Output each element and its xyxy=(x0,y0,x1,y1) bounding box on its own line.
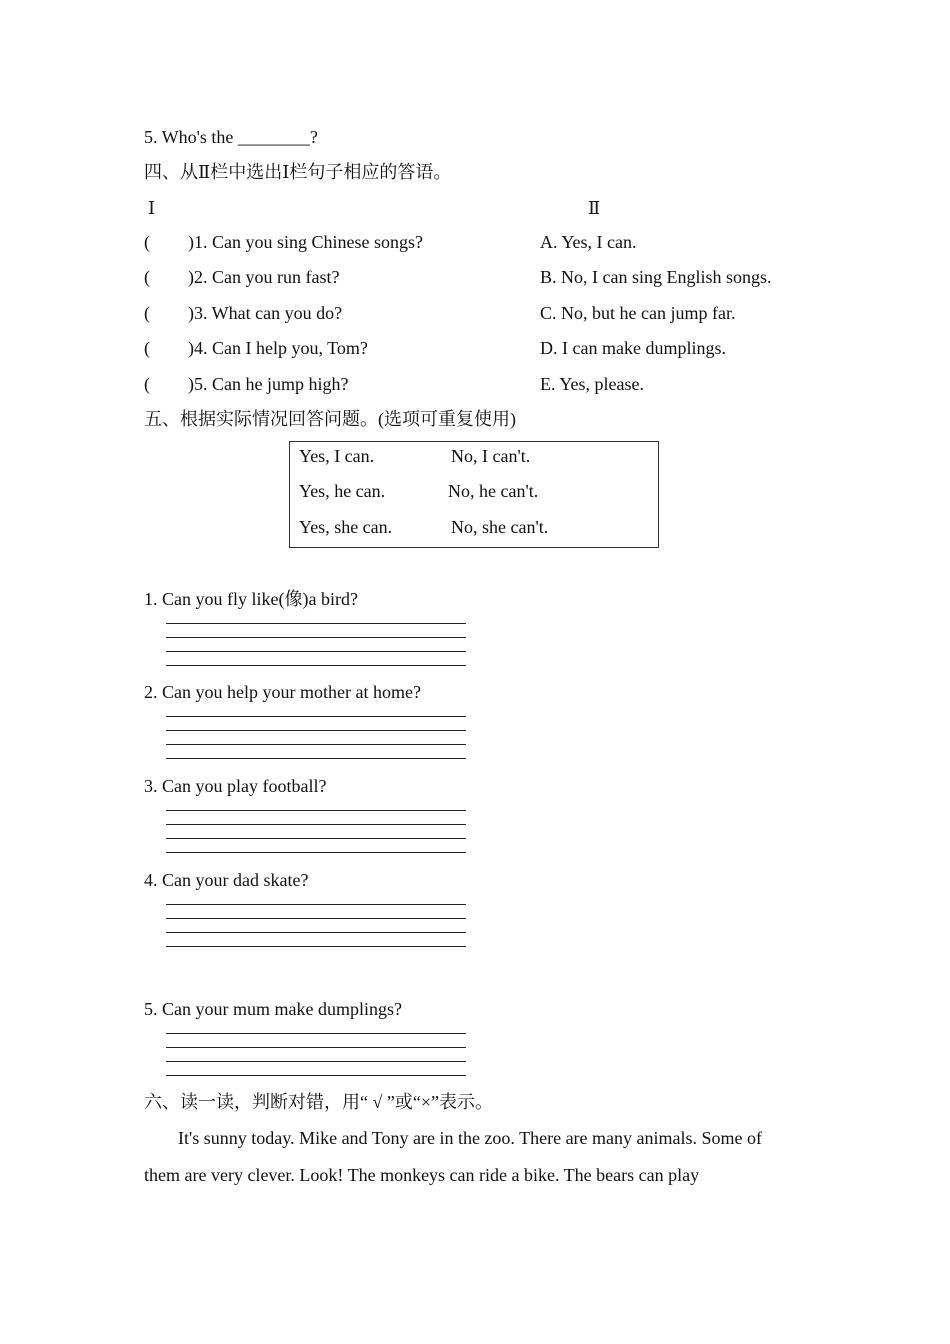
answer-question-1: 1. Can you fly like(像)a bird? xyxy=(144,589,358,609)
writing-line[interactable] xyxy=(166,1047,466,1048)
match-question-1: ( )1. Can you sing Chinese songs? xyxy=(144,232,423,252)
match-answer-c: C. No, but he can jump far. xyxy=(540,303,736,323)
match-answer-b: B. No, I can sing English songs. xyxy=(540,267,772,287)
writing-line[interactable] xyxy=(166,730,466,731)
writing-line[interactable] xyxy=(166,946,466,947)
answer-blank[interactable]: ( xyxy=(144,374,150,394)
writing-line[interactable] xyxy=(166,838,466,839)
option: Yes, I can. xyxy=(299,446,375,466)
option: No, I can't. xyxy=(451,446,531,466)
section4-heading: 四、从Ⅱ栏中选出Ⅰ栏句子相应的答语。 xyxy=(144,162,452,182)
option: Yes, she can. xyxy=(299,517,393,537)
writing-line[interactable] xyxy=(166,810,466,811)
answer-blank[interactable]: ( xyxy=(144,338,150,358)
writing-line[interactable] xyxy=(166,1075,466,1076)
match-answer-e: E. Yes, please. xyxy=(540,374,644,394)
column-2-label: Ⅱ xyxy=(588,198,601,218)
reading-passage-line-1: It's sunny today. Mike and Tony are in the zoo. There are many animals. Some of xyxy=(178,1128,763,1148)
answer-blank[interactable]: ( xyxy=(144,267,150,287)
reading-passage-line-2: them are very clever. Look! The monkeys can ride a bike. The bears can play xyxy=(144,1165,700,1185)
match-question-4: ( )4. Can I help you, Tom? xyxy=(144,338,368,358)
writing-line[interactable] xyxy=(166,932,466,933)
writing-line[interactable] xyxy=(166,852,466,853)
writing-line[interactable] xyxy=(166,716,466,717)
section6-heading: 六、读一读，判断对错，用“ √ ”或“×”表示。 xyxy=(144,1092,493,1112)
match-question-5: ( )5. Can he jump high? xyxy=(144,374,349,394)
answer-question-4: 4. Can your dad skate? xyxy=(144,870,309,890)
answer-blank[interactable]: ( xyxy=(144,303,150,323)
option-box xyxy=(289,441,659,548)
match-answer-d: D. I can make dumplings. xyxy=(540,338,726,358)
option: No, she can't. xyxy=(451,517,549,537)
writing-line[interactable] xyxy=(166,1061,466,1062)
match-question-2: ( )2. Can you run fast? xyxy=(144,267,340,287)
option: No, he can't. xyxy=(448,481,539,501)
match-question-3: ( )3. What can you do? xyxy=(144,303,343,323)
answer-question-2: 2. Can you help your mother at home? xyxy=(144,682,421,702)
section5-heading: 五、根据实际情况回答问题。(选项可重复使用) xyxy=(144,409,516,429)
column-1-label: Ⅰ xyxy=(148,198,156,218)
writing-line[interactable] xyxy=(166,824,466,825)
answer-question-5: 5. Can your mum make dumplings? xyxy=(144,999,402,1019)
writing-line[interactable] xyxy=(166,904,466,905)
writing-line[interactable] xyxy=(166,637,466,638)
writing-line[interactable] xyxy=(166,665,466,666)
question-5-fill: 5. Who's the ________? xyxy=(144,127,318,147)
match-answer-a: A. Yes, I can. xyxy=(540,232,637,252)
writing-line[interactable] xyxy=(166,651,466,652)
writing-line[interactable] xyxy=(166,1033,466,1034)
writing-line[interactable] xyxy=(166,758,466,759)
writing-line[interactable] xyxy=(166,623,466,624)
answer-blank[interactable]: ( xyxy=(144,232,150,252)
option: Yes, he can. xyxy=(299,481,386,501)
writing-line[interactable] xyxy=(166,744,466,745)
writing-line[interactable] xyxy=(166,918,466,919)
answer-question-3: 3. Can you play football? xyxy=(144,776,327,796)
